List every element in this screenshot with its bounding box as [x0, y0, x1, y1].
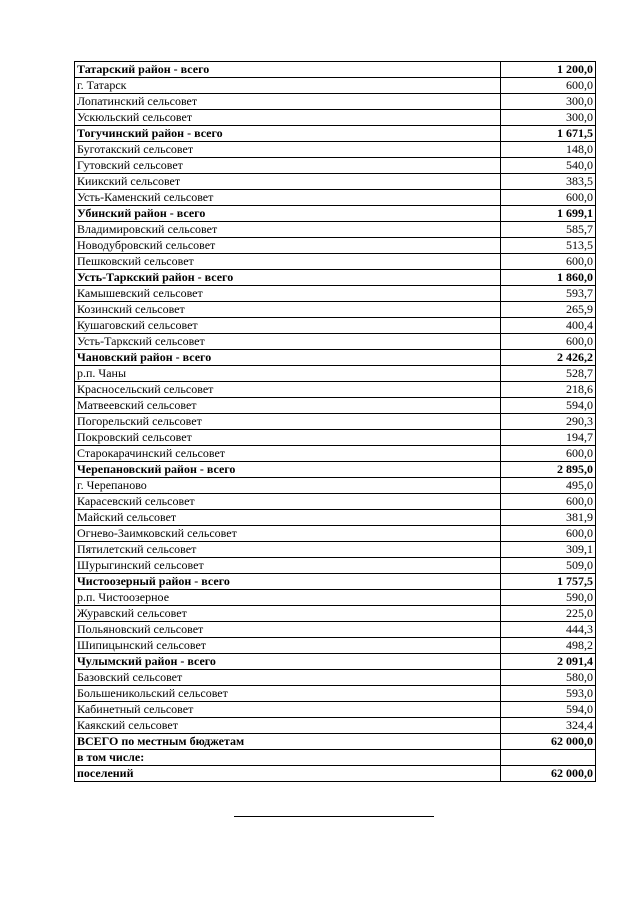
row-name: Лопатинский сельсовет	[75, 94, 501, 110]
row-name: ВСЕГО по местным бюджетам	[75, 734, 501, 750]
row-value: 148,0	[501, 142, 596, 158]
row-name: Владимировский сельсовет	[75, 222, 501, 238]
row-value: 509,0	[501, 558, 596, 574]
row-value: 62 000,0	[501, 734, 596, 750]
table-row	[75, 526, 596, 542]
row-value: 600,0	[501, 334, 596, 350]
row-value: 444,3	[501, 622, 596, 638]
row-value: 1 860,0	[501, 270, 596, 286]
row-name: Красносельский сельсовет	[75, 382, 501, 398]
row-name: поселений	[75, 766, 501, 782]
table-row	[75, 446, 596, 462]
table-row-total	[75, 766, 596, 782]
table-row-total	[75, 734, 596, 750]
row-value: 381,9	[501, 510, 596, 526]
table-row	[75, 430, 596, 446]
row-name: Усть-Таркский район - всего	[75, 270, 501, 286]
table-row	[75, 638, 596, 654]
row-value: 600,0	[501, 526, 596, 542]
row-name: Пятилетский сельсовет	[75, 542, 501, 558]
row-value: 2 091,4	[501, 654, 596, 670]
row-value: 600,0	[501, 446, 596, 462]
row-value: 600,0	[501, 494, 596, 510]
row-value: 600,0	[501, 254, 596, 270]
row-value: 594,0	[501, 702, 596, 718]
row-value: 585,7	[501, 222, 596, 238]
row-value: 265,9	[501, 302, 596, 318]
row-value: 600,0	[501, 78, 596, 94]
row-name: Кабинетный сельсовет	[75, 702, 501, 718]
row-name: в том числе:	[75, 750, 501, 766]
row-name: Журавский сельсовет	[75, 606, 501, 622]
row-value: 1 200,0	[501, 62, 596, 78]
table-row	[75, 398, 596, 414]
row-value: 290,3	[501, 414, 596, 430]
row-value: 498,2	[501, 638, 596, 654]
table-row-total	[75, 462, 596, 478]
table-row	[75, 414, 596, 430]
table-row	[75, 174, 596, 190]
row-name: Усть-Таркский сельсовет	[75, 334, 501, 350]
row-name: Шурыгинский сельсовет	[75, 558, 501, 574]
row-name: Огнево-Заимковский сельсовет	[75, 526, 501, 542]
table-row-total	[75, 574, 596, 590]
table-row	[75, 718, 596, 734]
table-row	[75, 222, 596, 238]
table-row	[75, 302, 596, 318]
table-row	[75, 590, 596, 606]
table-row-total	[75, 62, 596, 78]
row-name: Шипицынский сельсовет	[75, 638, 501, 654]
row-value: 1 757,5	[501, 574, 596, 590]
table-row	[75, 702, 596, 718]
table-row	[75, 542, 596, 558]
row-value: 2 895,0	[501, 462, 596, 478]
row-name: Чулымский район - всего	[75, 654, 501, 670]
row-value: 600,0	[501, 190, 596, 206]
row-name: Базовский сельсовет	[75, 670, 501, 686]
table-row	[75, 686, 596, 702]
row-value: 300,0	[501, 110, 596, 126]
table-row	[75, 142, 596, 158]
table-row	[75, 494, 596, 510]
row-name: Новодубровский сельсовет	[75, 238, 501, 254]
row-name: Киикский сельсовет	[75, 174, 501, 190]
row-name: Буготакский сельсовет	[75, 142, 501, 158]
row-name: Матвеевский сельсовет	[75, 398, 501, 414]
table-row	[75, 158, 596, 174]
row-name: р.п. Чаны	[75, 366, 501, 382]
table-row	[75, 622, 596, 638]
row-value: 513,5	[501, 238, 596, 254]
table-row	[75, 110, 596, 126]
row-value: 593,0	[501, 686, 596, 702]
row-name: Карасевский сельсовет	[75, 494, 501, 510]
row-value: 1 671,5	[501, 126, 596, 142]
table-row-total	[75, 270, 596, 286]
row-name: Польяновский сельсовет	[75, 622, 501, 638]
row-name: Каякский сельсовет	[75, 718, 501, 734]
row-value: 495,0	[501, 478, 596, 494]
row-name: Пешковский сельсовет	[75, 254, 501, 270]
table-row	[75, 286, 596, 302]
row-value: 580,0	[501, 670, 596, 686]
table-row-total	[75, 126, 596, 142]
table-row	[75, 382, 596, 398]
row-value: 594,0	[501, 398, 596, 414]
row-name: Большеникольский сельсовет	[75, 686, 501, 702]
row-name: Ускюльский сельсовет	[75, 110, 501, 126]
budget-table	[74, 61, 596, 782]
row-value: 2 426,2	[501, 350, 596, 366]
row-name: г. Черепаново	[75, 478, 501, 494]
row-value: 528,7	[501, 366, 596, 382]
row-name: Погорельский сельсовет	[75, 414, 501, 430]
table-row	[75, 606, 596, 622]
row-name: Козинский сельсовет	[75, 302, 501, 318]
row-name: Усть-Каменский сельсовет	[75, 190, 501, 206]
table-row-total	[75, 350, 596, 366]
table-row	[75, 334, 596, 350]
row-name: Черепановский район - всего	[75, 462, 501, 478]
table-row	[75, 478, 596, 494]
table-row	[75, 254, 596, 270]
row-value: 194,7	[501, 430, 596, 446]
row-name: Тогучинский район - всего	[75, 126, 501, 142]
table-row-total	[75, 654, 596, 670]
table-row	[75, 558, 596, 574]
table-row	[75, 318, 596, 334]
row-value: 593,7	[501, 286, 596, 302]
row-name: Чистоозерный район - всего	[75, 574, 501, 590]
row-value	[501, 750, 596, 766]
row-name: Чановский район - всего	[75, 350, 501, 366]
row-name: г. Татарск	[75, 78, 501, 94]
table-row-total	[75, 206, 596, 222]
table-row	[75, 190, 596, 206]
row-value: 324,4	[501, 718, 596, 734]
footer-separator-line	[234, 816, 434, 817]
table-row	[75, 238, 596, 254]
row-value: 1 699,1	[501, 206, 596, 222]
row-value: 540,0	[501, 158, 596, 174]
row-value: 309,1	[501, 542, 596, 558]
row-value: 218,6	[501, 382, 596, 398]
row-name: Гутовский сельсовет	[75, 158, 501, 174]
table-row	[75, 366, 596, 382]
row-value: 400,4	[501, 318, 596, 334]
table-row	[75, 510, 596, 526]
row-value: 225,0	[501, 606, 596, 622]
table-row	[75, 670, 596, 686]
row-value: 590,0	[501, 590, 596, 606]
row-value: 300,0	[501, 94, 596, 110]
row-name: Камышевский сельсовет	[75, 286, 501, 302]
row-name: Татарский район - всего	[75, 62, 501, 78]
table-row	[75, 78, 596, 94]
row-name: Кушаговский сельсовет	[75, 318, 501, 334]
row-name: Покровский сельсовет	[75, 430, 501, 446]
row-value: 62 000,0	[501, 766, 596, 782]
row-value: 383,5	[501, 174, 596, 190]
table-row	[75, 94, 596, 110]
row-name: Старокарачинский сельсовет	[75, 446, 501, 462]
row-name: Убинский район - всего	[75, 206, 501, 222]
table-row-total	[75, 750, 596, 766]
row-name: Майский сельсовет	[75, 510, 501, 526]
row-name: р.п. Чистоозерное	[75, 590, 501, 606]
budget-table-body	[75, 62, 596, 782]
